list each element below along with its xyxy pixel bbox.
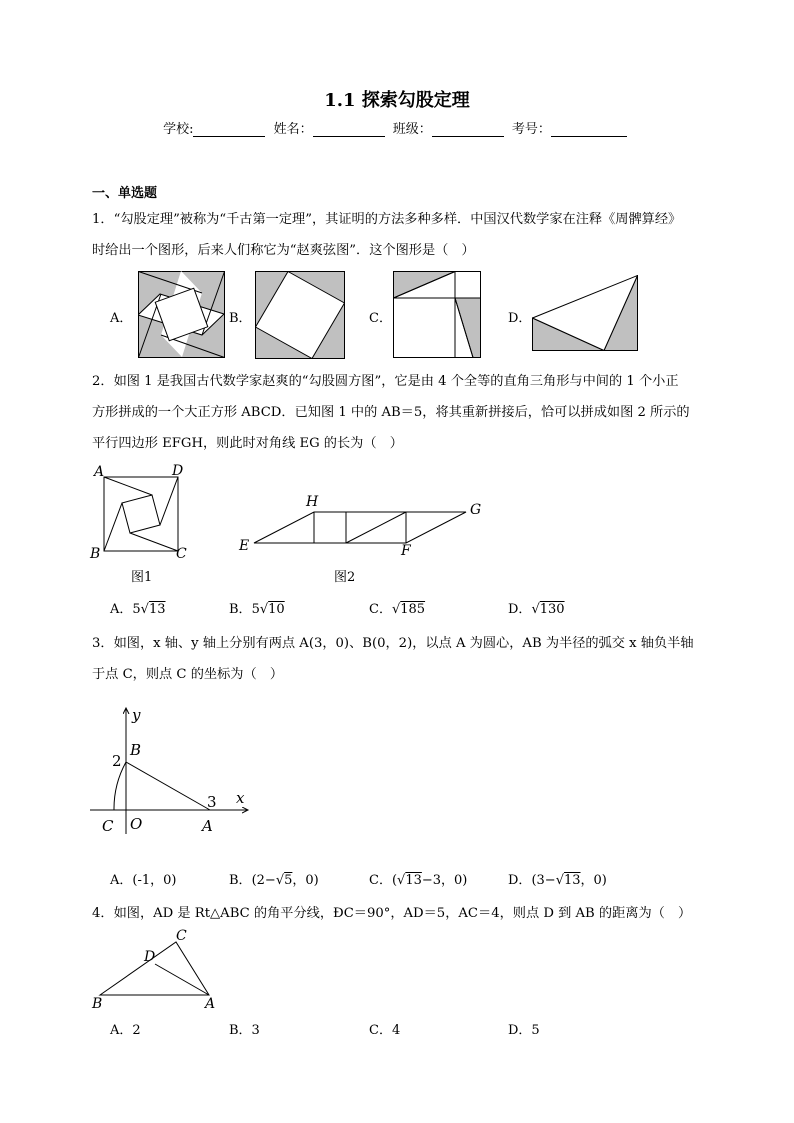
school-label: 学校: bbox=[163, 122, 194, 137]
fig2-label-e: E bbox=[239, 538, 250, 554]
question-2 bbox=[92, 366, 732, 459]
q2-option-a-letter: A． bbox=[110, 602, 133, 617]
question-1-line1: 1．“勾股定理”被称为“千古第一定理”，其证明的方法多种多样．中国汉代数学家在注释《周髀算经》 bbox=[92, 212, 682, 227]
sqrt-symbol-icon: √ bbox=[140, 602, 149, 617]
fig1-label-d: D bbox=[172, 463, 184, 479]
q1-option-c-label[interactable]: C． bbox=[369, 311, 392, 326]
q1-option-d-label[interactable]: D． bbox=[508, 311, 532, 326]
name-blank[interactable] bbox=[313, 122, 385, 137]
number-blank[interactable] bbox=[551, 122, 627, 137]
fig2-label-f: F bbox=[401, 543, 411, 559]
q3-option-d[interactable] bbox=[508, 869, 607, 888]
q2-figure-1 bbox=[88, 462, 198, 562]
fig1-label-b: B bbox=[90, 546, 101, 562]
sqrt-symbol-icon: √ bbox=[555, 873, 564, 888]
q2-option-a[interactable] bbox=[110, 598, 166, 617]
point-label-b: B bbox=[130, 741, 142, 759]
q3-option-c-post: −3，0) bbox=[421, 873, 468, 888]
axis-label-x: x bbox=[236, 789, 245, 807]
fig2-label-g: G bbox=[470, 502, 482, 518]
q2-figure-1-caption: 图1 bbox=[131, 570, 153, 585]
origin-label-o: O bbox=[130, 815, 143, 833]
class-blank[interactable] bbox=[432, 122, 504, 137]
question-3 bbox=[92, 628, 732, 690]
point-label-c: C bbox=[102, 817, 114, 835]
q3-option-d-post: ，0) bbox=[580, 873, 607, 888]
q2-option-a-coef: 5 bbox=[132, 602, 141, 617]
q3-option-b-pre: (2− bbox=[251, 873, 276, 888]
q3-option-c-letter: C． bbox=[369, 873, 392, 888]
q3-option-d-letter: D． bbox=[508, 873, 532, 888]
q3-option-b-post: ，0) bbox=[292, 873, 319, 888]
question-2-line3: 平行四边形 EFGH，则此时对角线 EG 的长为（ ） bbox=[92, 436, 403, 451]
q3-option-c-pre: ( bbox=[391, 873, 398, 888]
fig2-label-h: H bbox=[306, 494, 319, 510]
fig1-label-a: A bbox=[94, 464, 105, 480]
q2-figure-2 bbox=[236, 494, 486, 560]
q4-label-c: C bbox=[176, 928, 187, 944]
q3-option-b[interactable] bbox=[229, 869, 319, 888]
question-1 bbox=[92, 204, 732, 266]
q3-coordinate-figure bbox=[88, 700, 258, 836]
q1-option-a-figure[interactable] bbox=[138, 271, 225, 358]
q3-option-a-text: (-1，0) bbox=[132, 873, 177, 888]
question-4-line1: 4．如图，AD 是 Rt△ABC 的角平分线，ÐC＝90°，AD＝5，AC＝4，则点 D 到 AB 的距离为（ ） bbox=[92, 906, 692, 921]
q3-option-b-letter: B． bbox=[229, 873, 252, 888]
q1-option-a-label[interactable]: A． bbox=[110, 311, 133, 326]
section-title: 一、单选题 bbox=[92, 186, 158, 201]
q4-option-c[interactable]: C．4 bbox=[369, 1023, 401, 1038]
q4-option-d[interactable]: D．5 bbox=[508, 1023, 540, 1038]
question-2-line1: 2．如图 1 是我国古代数学家赵爽的“勾股圆方图”，它是由 4 个全等的直角三角形与中间的 1 个小正 bbox=[92, 374, 679, 389]
q4-option-a[interactable]: A．2 bbox=[110, 1023, 141, 1038]
q4-label-d: D bbox=[144, 949, 156, 965]
fig1-label-c: C bbox=[176, 546, 187, 562]
q2-option-b[interactable] bbox=[229, 598, 285, 617]
q3-option-c-radicand: 13 bbox=[405, 873, 422, 888]
q1-option-d-figure[interactable] bbox=[532, 275, 638, 351]
class-label: 班级： bbox=[392, 122, 432, 137]
sqrt-symbol-icon: √ bbox=[275, 873, 285, 888]
axis-label-y: y bbox=[132, 706, 141, 724]
q4-label-b: B bbox=[92, 996, 103, 1012]
question-4 bbox=[92, 898, 732, 929]
sqrt-symbol-icon: √ bbox=[259, 602, 269, 617]
q2-option-d-letter: D． bbox=[508, 602, 532, 617]
q3-option-b-radicand: 5 bbox=[284, 873, 293, 888]
q3-option-a-letter: A． bbox=[110, 873, 133, 888]
q2-option-b-radicand: 10 bbox=[268, 602, 285, 617]
q2-option-b-coef: 5 bbox=[251, 602, 260, 617]
q4-option-b[interactable]: B．3 bbox=[229, 1023, 260, 1038]
q1-option-b-figure[interactable] bbox=[255, 271, 345, 359]
q4-label-a: A bbox=[205, 996, 216, 1012]
q3-option-c[interactable] bbox=[369, 869, 467, 888]
q2-option-c-radicand: 185 bbox=[400, 602, 426, 617]
question-3-line2: 于点 C，则点 C 的坐标为（ ） bbox=[92, 667, 284, 682]
q4-triangle-figure bbox=[88, 926, 228, 1012]
school-blank[interactable] bbox=[193, 122, 265, 137]
sqrt-symbol-icon: √ bbox=[531, 602, 540, 617]
q2-figure-2-caption: 图2 bbox=[334, 570, 356, 585]
q1-option-c-figure[interactable] bbox=[393, 271, 481, 358]
q2-option-d[interactable] bbox=[508, 598, 565, 617]
question-2-line2: 方形拼成的一个大正方形 ABCD．已知图 1 中的 AB＝5，将其重新拼接后，恰可以拼成如图 2 所示的 bbox=[92, 405, 690, 420]
page-title: 1.1 探索勾股定理 bbox=[324, 90, 470, 111]
sqrt-symbol-icon: √ bbox=[397, 873, 406, 888]
q2-option-a-radicand: 13 bbox=[148, 602, 166, 617]
q2-option-c-letter: C． bbox=[369, 602, 392, 617]
number-label: 考号： bbox=[511, 122, 551, 137]
sqrt-symbol-icon: √ bbox=[391, 602, 401, 617]
q2-option-d-radicand: 130 bbox=[539, 602, 565, 617]
question-1-line2: 时给出一个图形，后来人们称它为“赵爽弦图”．这个图形是（ ） bbox=[92, 243, 475, 258]
q2-option-c[interactable] bbox=[369, 598, 425, 617]
q1-option-b-label[interactable]: B． bbox=[229, 311, 252, 326]
point-label-a: A bbox=[202, 817, 213, 835]
tick-label-3: 3 bbox=[207, 793, 217, 811]
question-3-line1: 3．如图，x 轴、y 轴上分别有两点 A(3，0)、B(0，2)，以点 A 为圆心，AB 为半径的弧交 x 轴负半轴 bbox=[92, 636, 694, 651]
student-info-line bbox=[0, 118, 794, 137]
name-label: 姓名： bbox=[273, 122, 313, 137]
q3-option-d-radicand: 13 bbox=[563, 873, 581, 888]
q3-option-a[interactable] bbox=[110, 869, 176, 888]
q2-option-b-letter: B． bbox=[229, 602, 252, 617]
q3-option-d-pre: (3− bbox=[531, 873, 556, 888]
tick-label-2: 2 bbox=[112, 752, 122, 770]
